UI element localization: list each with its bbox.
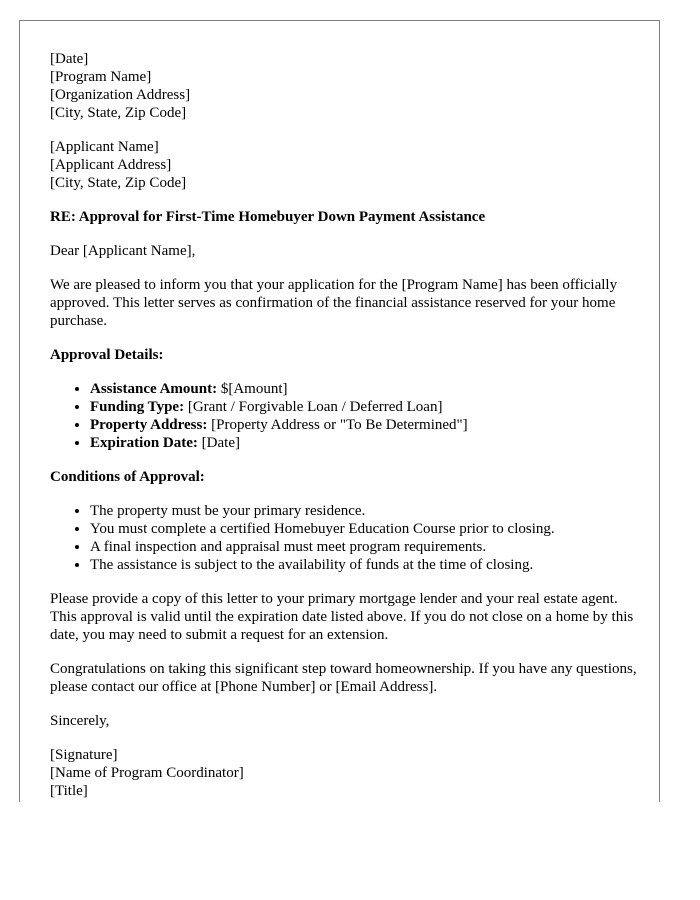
sender-block [50,50,640,122]
sender-city-state-zip: [City, State, Zip Code] [50,105,187,121]
condition-item: • A final inspection and appraisal must meet program requirements. [90,538,640,556]
approval-detail-value: $[Amount] [217,381,288,397]
recipient-city-state-zip: [City, State, Zip Code] [50,175,187,191]
sender-organization-address: [Organization Address] [50,87,191,103]
subject-line: RE: Approval for First-Time Homebuyer Down Payment Assistance [50,209,486,225]
approval-detail-item [90,398,640,416]
coordinator-name: [Name of Program Coordinator] [50,765,244,781]
sign-off: Sincerely, [50,713,110,729]
recipient-address: [Applicant Address] [50,157,172,173]
approval-detail-label: Property Address: [90,417,208,433]
salutation: Dear [Applicant Name], [50,243,196,259]
recipient-block [50,138,640,192]
approval-detail-label: Assistance Amount: [90,381,218,397]
approval-detail-value: [Date] [197,435,240,451]
condition-item: • The property must be your primary residence. [90,502,640,520]
letter-body [50,50,640,800]
approval-detail-item [90,416,640,434]
conditions-heading: Conditions of Approval: [50,469,205,485]
recipient-name: [Applicant Name] [50,139,159,155]
letter-date: [Date] [50,51,89,67]
sender-program-name: [Program Name] [50,69,152,85]
signature-block [50,746,640,800]
letter-frame [19,20,660,802]
coordinator-title: [Title] [50,783,88,799]
approval-detail-value: [Property Address or "To Be Determined"] [207,417,468,433]
approval-detail-label: Funding Type: [90,399,185,415]
approval-details-heading: Approval Details: [50,347,164,363]
approval-detail-item [90,380,640,398]
approval-detail-label: Expiration Date: [90,435,198,451]
approval-detail-value: [Grant / Forgivable Loan / Deferred Loan] [184,399,443,415]
condition-item: • The assistance is subject to the availability of funds at the time of closing. [90,556,640,574]
closing-paragraph: Congratulations on taking this significant step toward homeownership. If you have any questions, please contact our office at [Phone Number] or [Email Address]. [50,661,637,695]
approval-details-list [50,380,640,452]
instructions-paragraph: Please provide a copy of this letter to your primary mortgage lender and your real estate agent. This approval is valid until the expiration date listed above. If you do not close on a home by this date, you may need to submit a request for an extension. [50,591,634,643]
signature-placeholder: [Signature] [50,747,118,763]
intro-paragraph: We are pleased to inform you that your application for the [Program Name] has been officially approved. This letter serves as confirmation of the financial assistance reserved for your home purchase. [50,277,618,329]
conditions-list [50,502,640,574]
condition-item: • You must complete a certified Homebuyer Education Course prior to closing. [90,520,640,538]
approval-detail-item [90,434,640,452]
